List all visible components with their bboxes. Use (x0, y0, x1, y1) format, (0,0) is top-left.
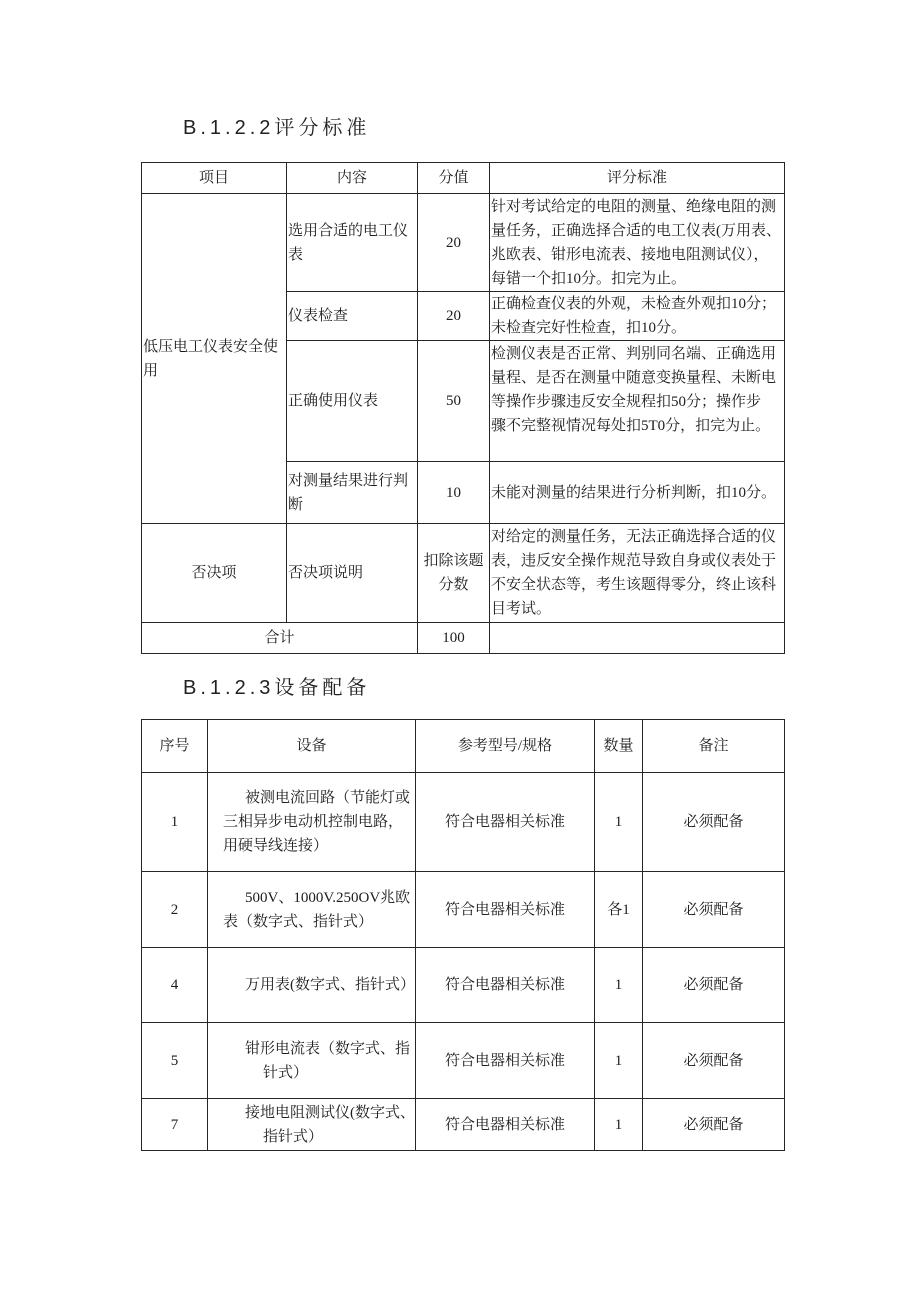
note-cell: 必须配备 (643, 872, 785, 948)
section-heading-equipment: B.1.2.3设备配备 (183, 677, 371, 699)
spec-cell: 符合电器相关标准 (416, 1023, 595, 1099)
criteria-cell: 针对考试给定的电阻的测量、绝缘电阻的测 量任务，正确选择合适的电工仪表(万用表、 兆欧表、钳形电流表、接地电阻测试仪）， 每错一个扣10分。扣完为止。 (490, 194, 785, 292)
content-cell: 仪表检查 (287, 292, 418, 341)
quantity-cell: 1 (595, 1099, 643, 1151)
note-cell: 必须配备 (643, 1099, 785, 1151)
total-criteria-empty (490, 623, 785, 654)
table-row (142, 773, 785, 872)
equipment-cell: 被测电流回路（节能灯或 三相异步电动机控制电路， 用硬导线连接） (208, 773, 416, 872)
number-cell: 4 (142, 948, 208, 1023)
equipment-cell: 500V、1000V.250OV兆欧 表（数字式、指针式） (208, 872, 416, 948)
spec-cell: 符合电器相关标准 (416, 773, 595, 872)
quantity-cell: 各1 (595, 872, 643, 948)
header-criteria: 评分标准 (490, 163, 785, 194)
note-cell: 必须配备 (643, 773, 785, 872)
header-note: 备注 (643, 720, 785, 773)
number-cell: 5 (142, 1023, 208, 1099)
total-label: 合计 (142, 623, 418, 654)
score-cell: 20 (418, 194, 490, 292)
table-header-row (142, 163, 785, 194)
score-cell: 10 (418, 462, 490, 524)
number-cell: 7 (142, 1099, 208, 1151)
criteria-cell: 正确检查仪表的外观，未检查外观扣10分； 未检查完好性检查，扣10分。 (490, 292, 785, 341)
veto-content-cell: 否决项说明 (287, 524, 418, 623)
criteria-cell: 未能对测量的结果进行分析判断，扣10分。 (490, 462, 785, 524)
header-quantity: 数量 (595, 720, 643, 773)
content-cell: 正确使用仪表 (287, 341, 418, 462)
score-cell: 20 (418, 292, 490, 341)
content-cell: 选用合适的电工仪 表 (287, 194, 418, 292)
header-score: 分值 (418, 163, 490, 194)
table-row (142, 872, 785, 948)
total-score: 100 (418, 623, 490, 654)
table-header-row (142, 720, 785, 773)
section-heading-scoring-criteria: B.1.2.2评分标准 (183, 117, 371, 139)
note-cell: 必须配备 (643, 948, 785, 1023)
quantity-cell: 1 (595, 773, 643, 872)
table-row (142, 194, 785, 292)
note-cell: 必须配备 (643, 1023, 785, 1099)
content-cell: 对测量结果进行判 断 (287, 462, 418, 524)
spec-cell: 符合电器相关标准 (416, 948, 595, 1023)
header-item: 项目 (142, 163, 287, 194)
table-row (142, 948, 785, 1023)
equipment-cell: 钳形电流表（数字式、指 针式） (208, 1023, 416, 1099)
quantity-cell: 1 (595, 1023, 643, 1099)
spec-cell: 符合电器相关标准 (416, 1099, 595, 1151)
header-number: 序号 (142, 720, 208, 773)
veto-score-cell: 扣除该题 分数 (418, 524, 490, 623)
header-content: 内容 (287, 163, 418, 194)
veto-row (142, 524, 785, 623)
equipment-cell: 万用表(数字式、指针式） (208, 948, 416, 1023)
number-cell: 2 (142, 872, 208, 948)
equipment-table (141, 719, 785, 1151)
quantity-cell: 1 (595, 948, 643, 1023)
scoring-criteria-table (141, 162, 785, 654)
number-cell: 1 (142, 773, 208, 872)
header-spec: 参考型号/规格 (416, 720, 595, 773)
veto-item-cell: 否决项 (142, 524, 287, 623)
spec-cell: 符合电器相关标准 (416, 872, 595, 948)
table-row (142, 1099, 785, 1151)
veto-criteria-cell: 对给定的测量任务，无法正确选择合适的仪 表，违反安全操作规范导致自身或仪表处于 不安全状态等，考生该题得零分，终止该科 目考试。 (490, 524, 785, 623)
total-row (142, 623, 785, 654)
category-cell: 低压电工仪表安全使 用 (142, 194, 287, 524)
table-row (142, 1023, 785, 1099)
equipment-cell: 接地电阻测试仪(数字式、 指针式） (208, 1099, 416, 1151)
score-cell: 50 (418, 341, 490, 462)
criteria-cell: 检测仪表是否正常、判别同名端、正确选用 量程、是否在测量中随意变换量程、未断电 等操作步骤违反安全规程扣50分；操作步 骤不完整视情况每处扣5T0分，扣完为止。 (490, 341, 785, 462)
header-equipment: 设备 (208, 720, 416, 773)
